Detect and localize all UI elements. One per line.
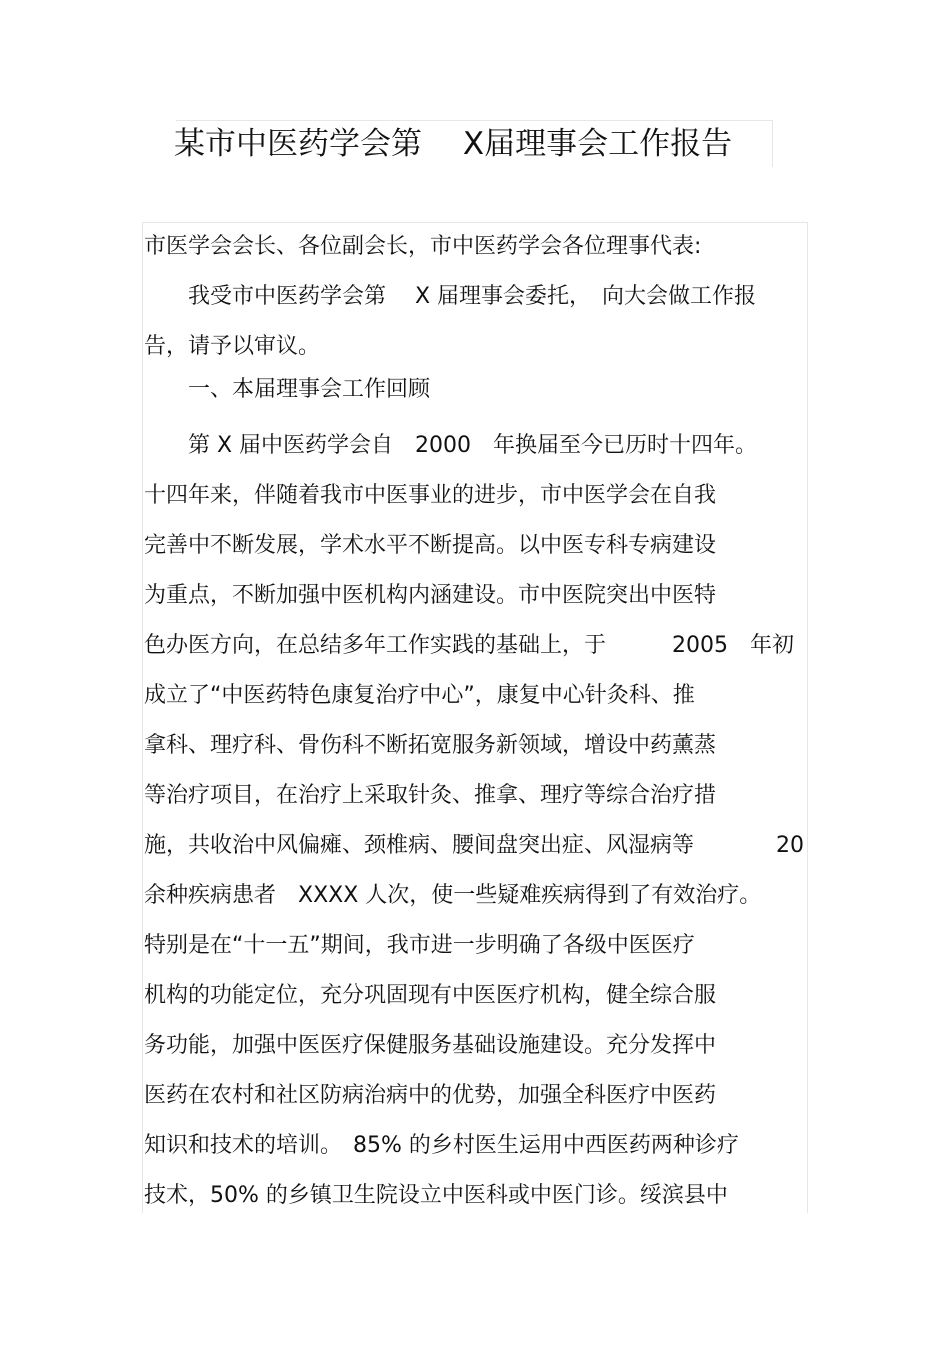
paragraph-line: 施，共收治中风偏瘫、颈椎病、腰间盘突出症、风湿病等: [144, 833, 695, 858]
paragraph-line: 余种疾病患者 XXXX 人次，使一些疑难疾病得到了有效治疗。: [144, 883, 762, 908]
paragraph-line: 我受市中医药学会第 X 届理事会委托， 向大会做工作报: [144, 284, 757, 309]
paragraph-line: 知识和技术的培训。 85% 的乡村医生运用中西医药两种诊疗: [144, 1133, 739, 1158]
paragraph-line: 务功能，加强中医医疗保健服务基础设施建设。充分发挥中: [144, 1033, 717, 1058]
paragraph-line: 为重点，不断加强中医机构内涵建设。市中医院突出中医特: [144, 583, 717, 608]
paragraph-line: 成立了“中医药特色康复治疗中心”，康复中心针灸科、推: [144, 683, 695, 708]
paragraph-line: 技术，50% 的乡镇卫生院设立中医科或中医门诊。绥滨县中: [144, 1183, 728, 1208]
body-frame: [142, 222, 808, 1213]
paragraph-line: 十四年来，伴随着我市中医事业的进步，市中医学会在自我: [144, 483, 717, 508]
paragraph-line: 特别是在“十一五”期间，我市进一步明确了各级中医医疗: [144, 933, 695, 958]
paragraph-line: 医药在农村和社区防病治病中的优势，加强全科医疗中医药: [144, 1083, 717, 1108]
line-trailing-number: 20: [776, 833, 804, 858]
paragraph-line: 告，请予以审议。: [144, 334, 321, 359]
paragraph-line: 等治疗项目，在治疗上采取针灸、推拿、理疗等综合治疗措: [144, 783, 717, 808]
document-title: 某市中医药学会第 X届理事会工作报告: [174, 126, 733, 162]
salutation-line: 市医学会会长、各位副会长，市中医药学会各位理事代表:: [144, 234, 702, 259]
paragraph-line: 完善中不断发展，学术水平不断提高。以中医专科专病建设: [144, 533, 717, 558]
paragraph-line: 拿科、理疗科、骨伤科不断拓宽服务新领域，增设中药薰蒸: [144, 733, 717, 758]
section-heading: 一、本届理事会工作回顾: [144, 377, 431, 402]
paragraph-line: 机构的功能定位，充分巩固现有中医医疗机构，健全综合服: [144, 983, 717, 1008]
paragraph-line: 色办医方向，在总结多年工作实践的基础上，于 2005 年初: [144, 633, 794, 658]
paragraph-line: 第 X 届中医药学会自 2000 年换届至今已历时十四年。: [144, 433, 758, 458]
